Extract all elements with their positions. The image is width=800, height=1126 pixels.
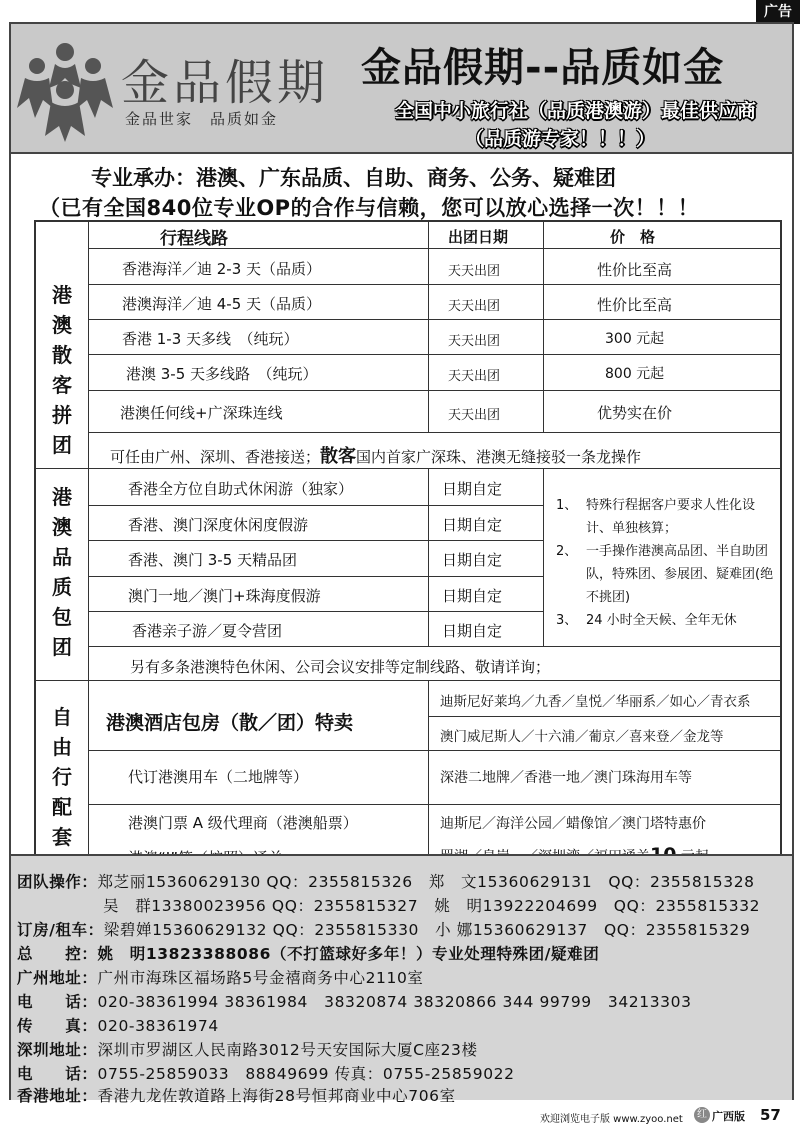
edition-circle-icon: 红 (694, 1107, 710, 1123)
ticket-line: 订房/租车：梁碧婵15360629132 QQ：2355815330 小 娜15360629137 QQ：2355815329 (17, 921, 751, 939)
service-notes: 1、 特殊行程据客户要求人性化设计、单独核算； 2、 一手操作港澳高品团、半自助团队，特殊团、参展团、疑难团(绝不挑团) 3、 24 小时全天候、全年无休 (556, 498, 774, 628)
package-row-5: 香港亲子游／夏令营团 (132, 622, 283, 640)
price-row-5: 优势实在价 (597, 404, 673, 422)
sz-phone: 电 话：0755-25859033 88849699 传真：0755-25859022 (17, 1065, 515, 1083)
package-date-1: 日期自定 (442, 480, 503, 498)
hotel-list-1: 迪斯尼好莱坞／九香／皇悦／华丽系／如心／青衣系 (440, 694, 751, 710)
date-row-3: 天天出团 (448, 334, 501, 349)
package-row-2: 香港、澳门深度休闲度假游 (128, 516, 309, 534)
team-line-2: 吴 群13380023956 QQ：2355815327 姚 明13922204699 QQ：2355815332 (103, 897, 761, 915)
edition-label: 广西版 (712, 1110, 745, 1123)
route-row-1: 香港海洋／迪 2-3 天（品质） (122, 260, 322, 278)
price-row-2: 性价比至高 (597, 296, 673, 314)
date-row-2: 天天出团 (448, 299, 501, 314)
gz-address: 广州地址：广州市海珠区福场路5号金禧商务中心2110室 (17, 969, 424, 987)
package-date-3: 日期自定 (442, 551, 503, 569)
hotel-offer: 港澳酒店包房（散／团）特卖 (106, 712, 354, 734)
route-row-2: 港澳海洋／迪 4-5 天（品质） (122, 295, 322, 313)
headline-sub-2: （品质游专家！！！） (465, 128, 656, 150)
sz-address: 深圳地址：深圳市罗湖区人民南路3012号天安国际大厦C座23楼 (17, 1041, 478, 1059)
chief-line: 总 控：姚 明13823388086（不打篮球好多年！）专业处理特殊团/疑难团 (17, 945, 600, 963)
contact-footer (11, 854, 792, 1105)
brand-slogan: 金品世家 品质如金 (125, 110, 279, 128)
site-text: 欢迎浏览电子版 www.zyoo.net (540, 1114, 683, 1125)
header-date: 出团日期 (448, 228, 509, 246)
price-row-4: 800 元起 (605, 366, 665, 382)
header-price: 价 格 (610, 228, 656, 246)
headline: 金品假期--品质如金 (361, 45, 725, 91)
price-row-3: 300 元起 (605, 331, 665, 347)
package-row-3: 香港、澳门 3-5 天精品团 (128, 551, 298, 569)
team-line-1: 团队操作：郑芝丽15360629130 QQ：2355815326 郑 文15360629131 QQ：2355815328 (17, 873, 755, 891)
ticket-agent: 港澳门票 A 级代理商（港澳船票） (128, 814, 358, 832)
custom-route-note: 另有多条港澳特色休闲、公司会议安排等定制线路、敬请详询； (130, 658, 551, 676)
hotel-list-2: 澳门威尼斯人／十六浦／葡京／喜来登／金龙等 (440, 729, 724, 745)
header-banner (11, 24, 792, 154)
route-row-4: 港澳 3-5 天多线路 （纯玩） (126, 365, 318, 383)
hk-address: 香港地址：香港九龙佐敦道路上海街28号恒邦商业中心706室 (17, 1087, 456, 1105)
brand-name: 金品假期 (121, 55, 330, 111)
headline-sub-1: 全国中小旅行社（品质港澳游）最佳供应商 (395, 100, 757, 122)
date-row-5: 天天出团 (448, 408, 501, 423)
package-row-4: 澳门一地／澳门+珠海度假游 (128, 587, 321, 605)
ad-frame (9, 22, 794, 1105)
date-row-4: 天天出团 (448, 369, 501, 384)
ad-tag: 广告 (756, 0, 800, 24)
car-service: 代订港澳用车（二地牌等） (128, 768, 309, 786)
route-row-5: 港澳任何线+广深珠连线 (120, 404, 283, 422)
gz-fax: 传 真：020-38361974 (17, 1017, 219, 1035)
car-service-detail: 深港二地牌／香港一地／澳门珠海用车等 (440, 770, 692, 786)
tour-table (34, 220, 782, 874)
package-date-2: 日期自定 (442, 516, 503, 534)
page-footer (0, 1104, 800, 1126)
package-date-4: 日期自定 (442, 587, 503, 605)
intro-line-2: （已有全国840位专业OP的合作与信赖，您可以放心选择一次！！！ (39, 196, 700, 220)
package-row-1: 香港全方位自助式休闲游（独家） (128, 480, 354, 498)
package-date-5: 日期自定 (442, 622, 503, 640)
date-row-1: 天天出团 (448, 264, 501, 279)
category-quality-groups: 港 澳 品 质 包 团 (52, 485, 72, 659)
route-row-3: 香港 1-3 天多线 （纯玩） (122, 330, 299, 348)
category-group-tours: 港 澳 散 客 拼 团 (52, 283, 72, 457)
page-number: 57 (760, 1106, 781, 1124)
group-tour-note: 可任由广州、深圳、香港接送；散客国内首家广深珠、港澳无缝接驳一条龙操作 (110, 446, 642, 467)
intro-line-1: 专业承办：港澳、广东品质、自助、商务、公务、疑难团 (91, 166, 616, 190)
ticket-detail: 迪斯尼／海洋公园／蜡像馆／澳门塔特惠价 (440, 816, 706, 832)
gz-phone: 电 话：020-38361994 38361984 38320874 38320866 344 99799 34213303 (17, 993, 692, 1011)
category-free-travel: 自 由 行 配 套 (52, 705, 72, 849)
header-route: 行程线路 (160, 229, 228, 249)
price-row-1: 性价比至高 (597, 261, 673, 279)
people-logo-icon (15, 38, 115, 142)
